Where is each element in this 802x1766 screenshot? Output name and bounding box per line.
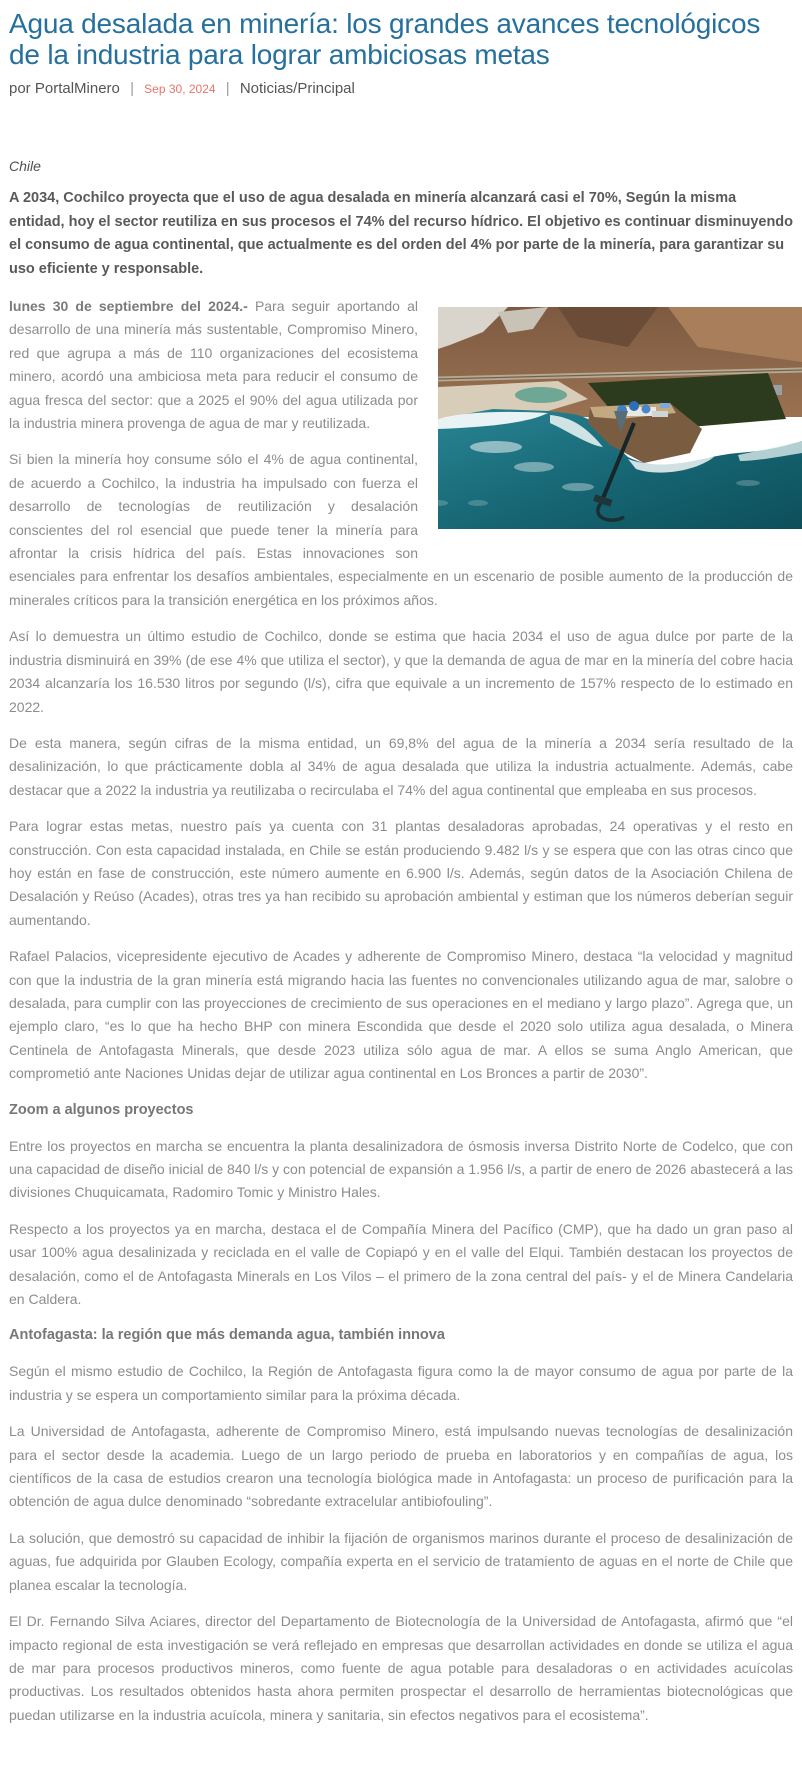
category-link[interactable]: Noticias/Principal bbox=[239, 80, 355, 97]
paragraph: Respecto a los proyectos ya en marcha, destaca el de Compañía Minera del Pacífico (CMP), que ha dado un gran paso al usar 100% agua desalinizada y reciclada en el valle de Copiapó y en el valle del Elqui. También destacan los proyectos de desalación, como el de Antofagasta Minerals en Los Vilos – el primero de la zona central del país- y el de Minera Candelaria en Caldera. bbox=[9, 1220, 793, 1308]
photo-illustration bbox=[438, 307, 802, 529]
paragraph: La Universidad de Antofagasta, adherente de Compromiso Minero, está impulsando nuevas tecnologías de desalinización para el sector desde la academia. Luego de un largo periodo de prueba en laboratorios y en compañías de agua, los científicos de la casa de estudios crearon una tecnología biológica made in Antofagasta: un proceso de purificación para la obtención de agua dulce denominado “sobredante extracelular antibiofouling”. bbox=[9, 1423, 793, 1510]
publish-date: Sep 30, 2024 bbox=[144, 82, 216, 96]
paragraph: Según el mismo estudio de Cochilco, la Región de Antofagasta figura como la de mayor consumo de agua por parte de la industria y se espera un comportamiento similar para la próxima década. bbox=[9, 1363, 793, 1403]
section-heading-antofagasta: Antofagasta: la región que más demanda agua, también innova bbox=[9, 1327, 445, 1344]
paragraph: Rafael Palacios, vicepresidente ejecutivo de Acades y adherente de Compromiso Minero, destaca “la velocidad y magnitud con que la industria de la gran minería está migrando hacia las fuentes no convencionales utilizando agua de mar, salobre o desalada, para cumplir con las proyecciones de crecimiento de sus operaciones en el mediano y largo plazo”. Agrega que, un ejemplo claro, “es lo que ha hecho BHP con minera Escondida que desde el 2020 solo utiliza agua desalada, o Minera Centinela de Antofagasta Minerals, que desde 2023 utiliza sólo agua de mar. A ellos se suma Anglo American, que comprometió ante Naciones Unidas dejar de utilizar agua continental en Los Bronces a partir de 2030”. bbox=[9, 948, 793, 1082]
lead-paragraph: A 2034, Cochilco proyecta que el uso de agua desalada en minería alcanzará casi el 70%, Según la misma entidad, hoy el sector reutiliza en sus procesos el 74% del recurso hídrico. El objetivo es continuar disminuyendo el consumo de agua continental, que actualmente es del orden del 4% por parte de la minería, para garantizar su uso eficiente y responsable. bbox=[9, 190, 794, 277]
section-heading-projects: Zoom a algunos proyectos bbox=[9, 1101, 194, 1118]
byline-separator: | bbox=[225, 80, 230, 97]
byline bbox=[9, 80, 793, 98]
paragraph: Para lograr estas metas, nuestro país ya cuenta con 31 plantas desaladoras aprobadas, 24 operativas y el resto en construcción. Con esta capacidad instalada, en Chile se están produciendo 9.482 l/s y se espera que con las otras cinco que hoy están en fase de construcción, este número aumente en 6.900 l/s. Además, según datos de la Asociación Chilena de Desalación y Reúso (Acades), otras tres ya han recibido su aprobación ambiental y estiman que los números deberían seguir aumentando. bbox=[9, 818, 793, 928]
paragraph: De esta manera, según cifras de la misma entidad, un 69,8% del agua de la minería a 2034 sería resultado de la desalinización, lo que prácticamente dobla al 34% de agua desalada que utiliza la industria actualmente. Además, cabe destacar que a 2022 la industria ya reutilizaba o recirculaba el 74% del agua continental que empleaba en sus procesos. bbox=[9, 734, 793, 798]
article-title: Agua desalada en minería: los grandes avances tecnológicos de la industria para lograr ambiciosas metas bbox=[9, 8, 761, 70]
author-link[interactable]: PortalMinero bbox=[34, 80, 120, 97]
byline-separator: | bbox=[130, 80, 134, 97]
dateline-text: Para seguir aportando al desarrollo de una minería más sustentable, Compromiso Minero, red que agrupa a más de 110 organizaciones del ecosistema minero, acordó una ambiciosa meta para reducir el consumo de agua fresca del sector: que a 2025 el 90% del agua utilizada por la industria minera provenga de agua de mar y reutilizada. bbox=[9, 298, 419, 432]
byline-prefix: por bbox=[9, 80, 31, 97]
paragraph: La solución, que demostró su capacidad de inhibir la fijación de organismos marinos durante el proceso de desalinización de aguas, fue adquirida por Glauben Ecology, compañía experta en el servicio de tratamiento de aguas en el norte de Chile que planea escalar la tecnología. bbox=[9, 1529, 793, 1593]
paragraph: Así lo demuestra un último estudio de Cochilco, donde se estima que hacia 2034 el uso de agua dulce por parte de la industria disminuirá en 39% (de ese 4% que utiliza el sector), y que la demanda de agua de mar en la minería del cobre hacia 2034 alcanzaría los 16.530 litros por segundo (l/s), cifra que equivale a un incremento de 157% respecto de lo estimado en 2022. bbox=[9, 628, 793, 715]
paragraph: Si bien la minería hoy consume sólo el 4% de agua continental, de acuerdo a Cochilco, la industria ha impulsado con fuerza el desarrollo de tecnologías de reutilización y desalación conscientes del rol esencial que puede tener la minería para afrontar la crisis hídrica del país. Estas innovaciones son esenciales para enfrentar los desafíos ambientales, especialmente en un escenario de posible aumento de la producción de minerales críticos para la transición energética en los próximos años. bbox=[9, 451, 793, 608]
dateline-bold: lunes 30 de septiembre del 2024.- bbox=[9, 298, 248, 314]
country-label: Chile bbox=[9, 158, 41, 174]
paragraph: El Dr. Fernando Silva Aciares, director del Departamento de Biotecnología de la Universidad de Antofagasta, afirmó que “el impacto regional de esta investigación se verá reflejado en empresas que desarrollan actividades en donde se utiliza el agua de mar para procesos productivos mineros, como fuente de agua potable para desaladoras o en actividades acuícolas productivas. Los resultados obtenidos hasta ahora permiten prospectar el desarrollo de herramientas biotecnológicas que puedan utilizarse en la industria acuícola, minera y sanitaria, sin efectos negativos para el ecosistema”. bbox=[9, 1613, 793, 1723]
paragraph: Entre los proyectos en marcha se encuentra la planta desalinizadora de ósmosis inversa Distrito Norte de Codelco, que con una capacidad de diseño inicial de 840 l/s y con potencial de expansión a 1.956 l/s, a partir de enero de 2026 abastecerá a las divisiones Chuquicamata, Radomiro Tomic y Ministro Hales. bbox=[9, 1137, 793, 1201]
desalination-plant-aerial-photo bbox=[438, 307, 802, 529]
